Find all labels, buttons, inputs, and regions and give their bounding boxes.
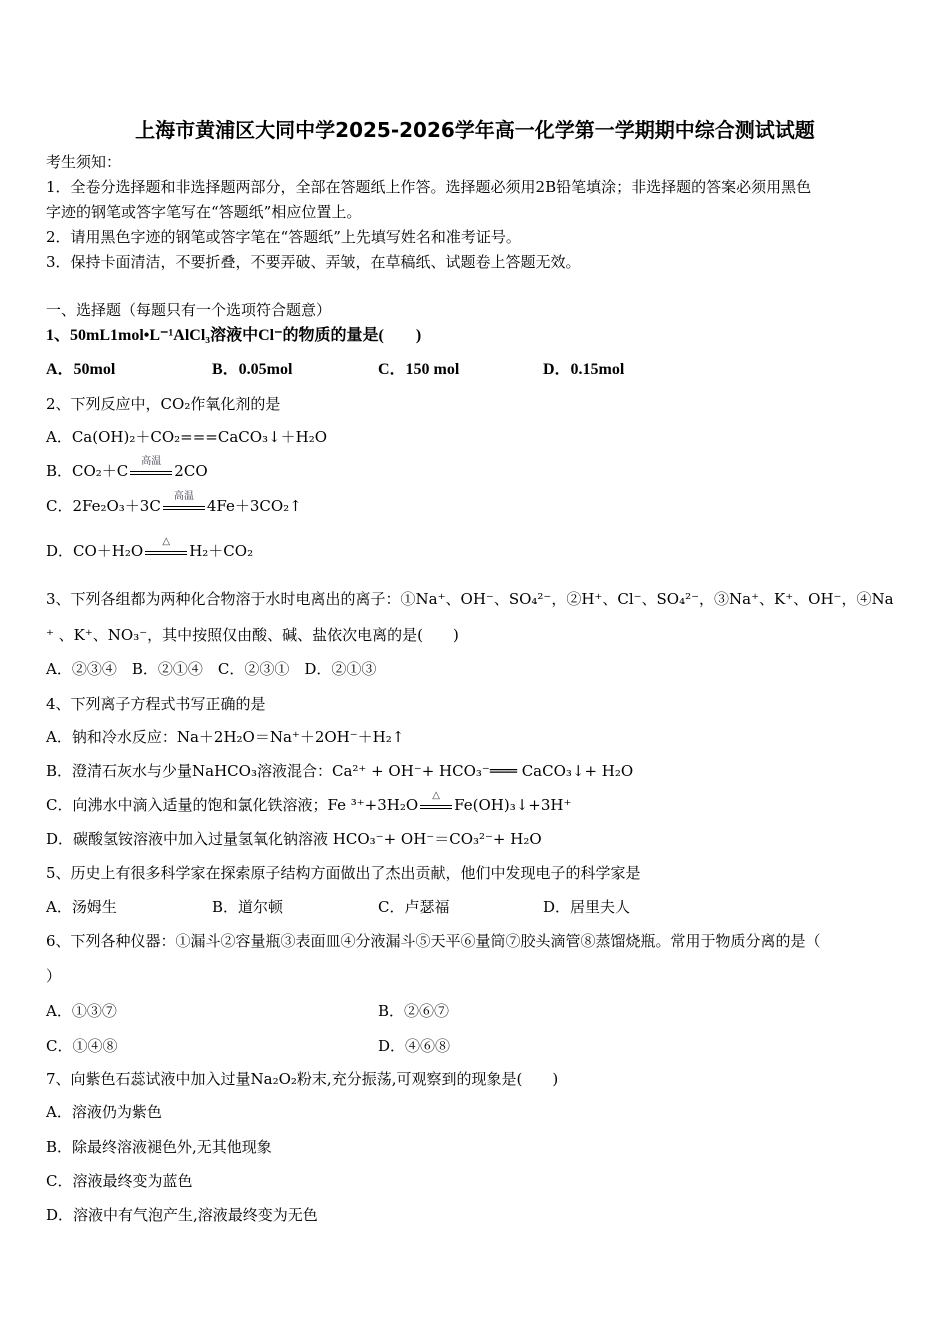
q2-c-right: 4Fe＋3CO₂↑ (206, 497, 302, 515)
heat-condition (418, 790, 454, 815)
q1-option-c: C．150 mol (378, 361, 460, 378)
q7-option-b: B．除最终溶液褪色外,无其他现象 (46, 1138, 272, 1156)
condition-label: △ (162, 536, 171, 547)
question-2-stem: 2、下列反应中，CO₂作氧化剂的是 (46, 395, 281, 413)
notice-heading: 考生须知： (46, 153, 122, 171)
q2-option-d (46, 536, 254, 561)
q5-option-c: C．卢瑟福 (378, 898, 450, 916)
q4-option-a: A．钠和冷水反应：Na＋2H₂O＝Na⁺＋2OH⁻＋H₂↑ (46, 728, 405, 746)
q1-option-a: A．50mol (46, 361, 116, 378)
question-5-stem: 5、历史上有很多科学家在探索原子结构方面做出了杰出贡献，他们中发现电子的科学家是 (46, 864, 641, 882)
question-7-stem: 7、向紫色石蕊试液中加入过量Na₂O₂粉末,充分振荡,可观察到的现象是( ) (46, 1070, 559, 1088)
q4-c-left: C．向沸水中滴入适量的饱和氯化铁溶液；Fe ³⁺+3H₂O (46, 796, 419, 814)
q6-option-b: B．②⑥⑦ (378, 1002, 450, 1020)
q2-c-left: C．2Fe₂O₃＋3C (46, 497, 161, 515)
q7-option-d: D．溶液中有气泡产生,溶液最终变为无色 (46, 1206, 318, 1224)
question-3-stem: 3、下列各组都为两种化合物溶于水时电离出的离子：①Na⁺、OH⁻、SO₄²⁻，②H⁺、Cl⁻、SO₄²⁻，③Na⁺、K⁺、OH⁻，④Na (46, 590, 894, 608)
q5-option-b: B．道尔顿 (212, 898, 284, 916)
question-6-stem: 6、下列各种仪器：①漏斗②容量瓶③表面皿④分液漏斗⑤天平⑥量筒⑦胶头滴管⑧蒸馏烧瓶。常用于物质分离的是（ (46, 932, 821, 950)
notice-item: 3．保持卡面清洁，不要折叠，不要弄破、弄皱，在草稿纸、试题卷上答题无效。 (46, 253, 581, 271)
q2-b-right: 2CO (174, 462, 208, 480)
condition-label: 高温 (141, 456, 162, 467)
q4-option-b: B．澄清石灰水与少量NaHCO₃溶液混合：Ca²⁺ + OH⁻+ HCO₃⁻═══ CaCO₃↓+ H₂O (46, 762, 634, 780)
q2-option-b (46, 456, 208, 481)
q5-option-d: D．居里夫人 (543, 898, 631, 916)
heat-condition (143, 536, 189, 561)
notice-item: 1．全卷分选择题和非选择题两部分，全部在答题纸上作答。选择题必须用2B铅笔填涂；非选择题的答案必须用黑色 (46, 178, 812, 196)
q4-option-c (46, 790, 572, 815)
q6-option-c: C．①④⑧ (46, 1037, 118, 1055)
q4-option-d: D．碳酸氢铵溶液中加入过量氢氧化钠溶液 HCO₃⁻+ OH⁻＝CO₃²⁻+ H₂O (46, 830, 542, 848)
condition-label: 高温 (173, 491, 194, 502)
high-temp-condition (128, 456, 174, 481)
question-3-stem-cont: ⁺ 、K⁺、NO₃⁻，其中按照仅由酸、碱、盐依次电离的是( ) (46, 626, 459, 644)
condition-label: △ (432, 790, 440, 801)
question-6-stem-cont: ） (46, 967, 62, 985)
q2-d-left: D．CO＋H₂O (46, 542, 144, 560)
q3-options: A．②③④ B．②①④ C．②③① D．②①③ (46, 660, 377, 678)
notice-item: 字迹的钢笔或答字笔写在“答题纸”相应位置上。 (46, 203, 362, 221)
q7-option-c: C．溶液最终变为蓝色 (46, 1172, 193, 1190)
q4-c-right: Fe(OH)₃↓+3H⁺ (454, 796, 572, 814)
question-4-stem: 4、下列离子方程式书写正确的是 (46, 695, 266, 713)
section-heading: 一、选择题（每题只有一个选项符合题意） (46, 301, 332, 319)
q6-option-d: D．④⑥⑧ (378, 1037, 451, 1055)
q2-d-right: H₂＋CO₂ (189, 542, 254, 560)
q7-option-a: A．溶液仍为紫色 (46, 1103, 162, 1121)
high-temp-condition (161, 491, 207, 516)
q2-b-left: B．CO₂＋C (46, 462, 129, 480)
notice-item: 2．请用黑色字迹的钢笔或答字笔在“答题纸”上先填写姓名和准考证号。 (46, 228, 521, 246)
q1-option-b: B．0.05mol (212, 361, 293, 378)
q5-option-a: A．汤姆生 (46, 898, 117, 916)
page-title: 上海市黄浦区大同中学2025-2026学年高一化学第一学期期中综合测试试题 (135, 118, 815, 142)
q6-option-a: A．①③⑦ (46, 1002, 117, 1020)
q2-option-c (46, 491, 302, 516)
q2-option-a: A．Ca(OH)₂＋CO₂===CaCO₃↓＋H₂O (46, 428, 328, 446)
q1-option-d: D．0.15mol (543, 361, 625, 378)
question-1-stem: 1、50mL1mol•L⁻¹AlCl₃溶液中Cl⁻的物质的量是( ) (46, 327, 422, 344)
